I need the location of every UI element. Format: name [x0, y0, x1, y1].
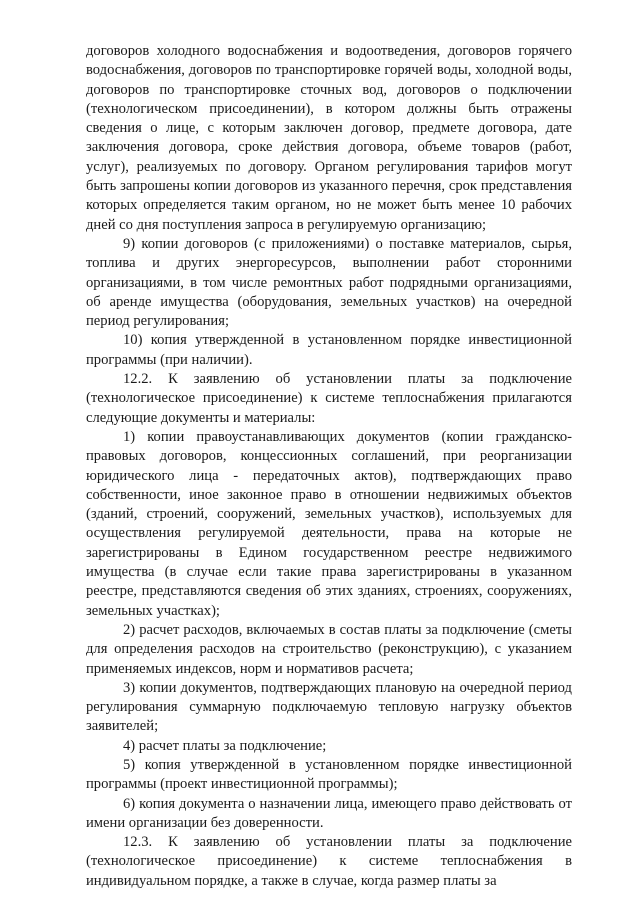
paragraph-12-2-item-2: 2) расчет расходов, включаемых в состав платы за подключение (сметы для определения расходов на строительство (реконструкцию), с указанием применяемых индексов, норм и нормативов расчета; [86, 621, 572, 677]
paragraph-12-2-item-1: 1) копии правоустанавливающих документов (копии гражданско-правовых договоров, концессионных соглашений, при реорганизации юридического лица - передаточных актов), подтверждающих право собственности, иное законное право в отношении недвижимых объектов (зданий, строений, сооружений, земельных участков), используемых для осуществления регулируемой деятельности, права на которые не зарегистрированы в Едином государственном реестре недвижимого имущества (в случае если такие права зарегистрированы в указанном реестре, представляются сведения об этих зданиях, строениях, сооружениях, земельных участках); [86, 428, 572, 619]
paragraph-12-2-item-6: 6) копия документа о назначении лица, имеющего право действовать от имени организации без доверенности. [86, 795, 572, 831]
paragraph-contracts-continuation: договоров холодного водоснабжения и водоотведения, договоров горячего водоснабжения, договоров по транспортировке горячей воды, холодной воды, договоров по транспортировке сточных вод, договоров о подключении (технологическом присоединении), в котором должны быть отражены сведения о лице, с которым заключен договор, предмете договора, дате заключения договора, сроке действия договора, объеме товаров (работ, услуг), реализуемых по договору. Органом регулирования тарифов могут быть запрошены копии договоров из указанного перечня, срок представления которых определяется таким органом, но не может быть менее 10 рабочих дней со дня поступления запроса в регулируемую организацию; [86, 43, 572, 233]
paragraph-section-12-3: 12.3. К заявлению об установлении платы за подключение (технологическое присоединение) к системе теплоснабжения в индивидуальном порядке, а также в случае, когда размер платы за [86, 834, 572, 889]
paragraph-12-2-item-3: 3) копии документов, подтверждающих плановую на очередной период регулирования суммарную подключаемую тепловую нагрузку объектов заявителей; [86, 679, 572, 735]
document-body [86, 42, 572, 891]
paragraph-section-12-2: 12.2. К заявлению об установлении платы за подключение (технологическое присоединение) к системе теплоснабжения прилагаются следующие документы и материалы: [86, 371, 572, 426]
paragraph-item-10: 10) копия утвержденной в установленном порядке инвестиционной программы (при наличии). [86, 332, 572, 368]
paragraph-item-9: 9) копии договоров (с приложениями) о поставке материалов, сырья, топлива и других энергоресурсов, выполнении работ сторонними организациями, в том числе ремонтных работ подрядными организациями, об аренде имущества (оборудования, земельных участков) на очередной период регулирования; [86, 235, 572, 330]
paragraph-12-2-item-5: 5) копия утвержденной в установленном порядке инвестиционной программы (проект инвестиционной программы); [86, 756, 572, 793]
paragraph-12-2-item-4: 4) расчет платы за подключение; [123, 737, 327, 754]
